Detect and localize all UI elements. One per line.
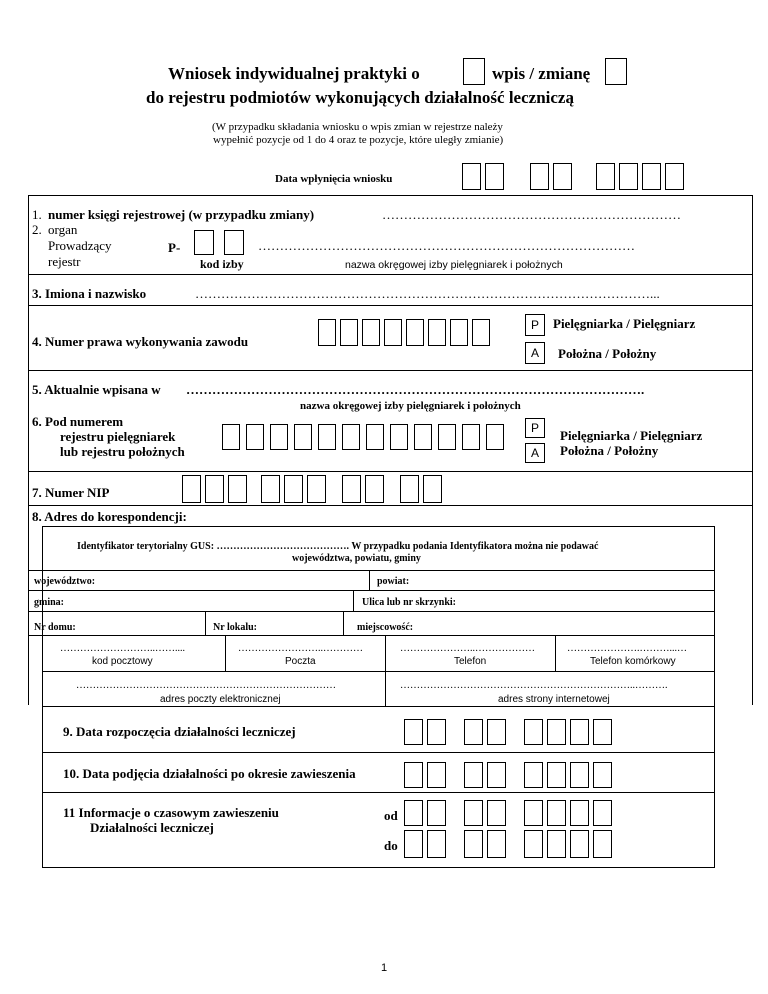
addr-frame-right: [714, 526, 715, 706]
pwz-box-2[interactable]: [340, 319, 358, 346]
s11-od-box-1[interactable]: [404, 800, 423, 826]
pwz-box-1[interactable]: [318, 319, 336, 346]
s9-box-1[interactable]: [404, 719, 423, 745]
receipt-box-4[interactable]: [553, 163, 572, 190]
s4-a-box[interactable]: [525, 342, 545, 364]
miejscowosc-field[interactable]: miejscowość:: [357, 622, 414, 633]
s6-a-text: Położna / Położny: [560, 443, 659, 458]
wojewodztwo-field[interactable]: województwo:: [34, 576, 96, 587]
s2-dots[interactable]: ……………………………………………………………………………: [258, 238, 635, 253]
s11-do: do: [384, 838, 398, 853]
addr-row3-sep2: [343, 611, 344, 635]
s11-do-box-7[interactable]: [570, 830, 589, 858]
pwz-box-6[interactable]: [428, 319, 446, 346]
divider-10: [42, 792, 715, 793]
addr-row4-top: [28, 635, 715, 636]
s9-box-7[interactable]: [570, 719, 589, 745]
reg-box-5[interactable]: [318, 424, 336, 450]
reg-box-4[interactable]: [294, 424, 312, 450]
s10-box-4[interactable]: [487, 762, 506, 788]
s4-a-letter: A: [530, 346, 539, 360]
s11-do-box-8[interactable]: [593, 830, 612, 858]
s11-do-box-3[interactable]: [464, 830, 483, 858]
s6-p-box[interactable]: [525, 418, 545, 438]
reg-box-2[interactable]: [246, 424, 264, 450]
note-line1: (W przypadku składania wniosku o wpis zmian w rejestrze należy: [212, 121, 503, 133]
powiat-field[interactable]: powiat:: [377, 576, 410, 587]
poczta-caption: Poczta: [285, 656, 316, 667]
wpis-checkbox[interactable]: [463, 58, 485, 85]
www-dots[interactable]: ……………………………………………………………..……….: [400, 680, 668, 691]
addr-row5-sep: [385, 671, 386, 706]
nip-box-4[interactable]: [261, 475, 280, 503]
gus-line1[interactable]: Identyfikator terytorialny GUS: …………………………………. W przypadku podania Identyfikatora można nie podawać: [77, 541, 599, 552]
s11-line2: Działalności leczniczej: [90, 820, 214, 835]
telefon-dots[interactable]: …………………..………………: [400, 643, 535, 654]
s6-line2: rejestru pielęgniarek: [60, 429, 176, 444]
www-caption: adres strony internetowej: [498, 694, 610, 705]
gus-line2: województwa, powiatu, gminy: [292, 553, 421, 564]
reg-box-11[interactable]: [462, 424, 480, 450]
s10-label: 10. Data podjęcia działalności po okresie zawieszenia: [63, 766, 356, 781]
lower-frame-top: [42, 706, 715, 707]
gmina-field[interactable]: gmina:: [34, 597, 64, 608]
divider-3: [28, 305, 753, 306]
telefon-caption: Telefon: [454, 656, 487, 667]
reg-box-9[interactable]: [414, 424, 432, 450]
s10-box-5[interactable]: [524, 762, 543, 788]
s2-organ: organ: [48, 222, 78, 237]
zmiana-checkbox[interactable]: [605, 58, 627, 85]
s11-do-box-6[interactable]: [547, 830, 566, 858]
lower-frame-left: [42, 706, 43, 868]
s6-a-box[interactable]: [525, 443, 545, 463]
divider-7: [28, 505, 753, 506]
s6-line1: 6. Pod numerem: [32, 414, 124, 429]
s11-od-box-2[interactable]: [427, 800, 446, 826]
komorka-caption: Telefon komórkowy: [590, 656, 676, 667]
s4-a-text: Położna / Położny: [558, 346, 657, 361]
divider-2: [28, 274, 753, 275]
s4-p-box[interactable]: [525, 314, 545, 336]
s2-kod-izby: kod izby: [200, 257, 244, 271]
s11-line1: 11 Informacje o czasowym zawieszeniu: [63, 805, 279, 820]
addr-row2-sep: [353, 590, 354, 611]
pwz-box-5[interactable]: [406, 319, 424, 346]
s11-do-box-2[interactable]: [427, 830, 446, 858]
s5-dots[interactable]: …………………………………………………………………………………………….: [186, 382, 645, 397]
page-number: 1: [381, 962, 388, 974]
reg-box-12[interactable]: [486, 424, 504, 450]
komorka-dots[interactable]: ………………….………...…: [567, 643, 687, 654]
note-line2: wypełnić pozycje od 1 do 4 oraz te pozycje, które uległy zmianie): [213, 134, 504, 146]
nip-box-6[interactable]: [307, 475, 326, 503]
reg-box-8[interactable]: [390, 424, 408, 450]
title-part1: Wniosek indywidualnej praktyki o: [168, 64, 420, 83]
pwz-box-7[interactable]: [450, 319, 468, 346]
addr-row4-sep2: [385, 635, 386, 671]
email-dots[interactable]: ……………………………………………………………………: [76, 680, 336, 691]
s3-label: 3. Imiona i nazwisko: [32, 286, 147, 301]
addr-row3-top: [28, 611, 715, 612]
s10-box-6[interactable]: [547, 762, 566, 788]
title-line2: do rejestru podmiotów wykonujących działalność leczniczą: [146, 88, 574, 107]
s11-od-box-4[interactable]: [487, 800, 506, 826]
s11-do-box-1[interactable]: [404, 830, 423, 858]
kod-izby-box-1[interactable]: [194, 230, 214, 255]
s2-prowadzacy: Prowadzący: [48, 238, 112, 253]
s11-od-box-8[interactable]: [593, 800, 612, 826]
receipt-box-1[interactable]: [462, 163, 481, 190]
lower-frame-bottom: [42, 867, 715, 868]
nip-box-7[interactable]: [342, 475, 361, 503]
nr-lokalu-field[interactable]: Nr lokalu:: [213, 622, 257, 633]
s4-p-text: Pielęgniarka / Pielęgniarz: [553, 316, 696, 331]
email-caption: adres poczty elektronicznej: [160, 694, 281, 705]
kod-pocztowy-dots[interactable]: ………………………..……....: [60, 643, 185, 654]
poczta-dots[interactable]: ……………………..…………: [238, 643, 363, 654]
divider-6: [28, 471, 753, 472]
form-title: [168, 64, 420, 84]
s2-prefix: P-: [168, 240, 181, 255]
divider-9: [42, 752, 715, 753]
pwz-box-3[interactable]: [362, 319, 380, 346]
nip-box-10[interactable]: [423, 475, 442, 503]
s4-label: 4. Numer prawa wykonywania zawodu: [32, 334, 249, 349]
reg-box-3[interactable]: [270, 424, 288, 450]
s5-caption: nazwa okręgowej izby pielęgniarek i położnych: [300, 400, 521, 412]
receipt-box-8[interactable]: [665, 163, 684, 190]
s11-od: od: [384, 808, 398, 823]
addr-row5-top: [42, 671, 715, 672]
s9-box-4[interactable]: [487, 719, 506, 745]
s10-box-2[interactable]: [427, 762, 446, 788]
s1-label: numer księgi rejestrowej (w przypadku zmiany): [48, 207, 315, 222]
s1-num: 1.: [32, 207, 42, 222]
addr-row4-sep1: [225, 635, 226, 671]
s1-dots[interactable]: ……………………………………………………………: [382, 207, 681, 222]
s2-rejestr: rejestr: [48, 254, 81, 269]
receipt-box-3[interactable]: [530, 163, 549, 190]
s11-od-box-5[interactable]: [524, 800, 543, 826]
addr-frame-left: [42, 526, 43, 706]
receipt-box-5[interactable]: [596, 163, 615, 190]
addr-frame-top: [42, 526, 715, 527]
nip-box-8[interactable]: [365, 475, 384, 503]
ulica-field[interactable]: Ulica lub nr skrzynki:: [362, 597, 456, 608]
receipt-box-7[interactable]: [642, 163, 661, 190]
s7-label: 7. Numer NIP: [32, 485, 110, 500]
s6-line3: lub rejestru położnych: [60, 444, 185, 459]
s9-box-6[interactable]: [547, 719, 566, 745]
nip-box-5[interactable]: [284, 475, 303, 503]
receipt-box-2[interactable]: [485, 163, 504, 190]
pwz-box-4[interactable]: [384, 319, 402, 346]
s9-label: 9. Data rozpoczęcia działalności leczniczej: [63, 724, 296, 739]
s10-box-7[interactable]: [570, 762, 589, 788]
s10-box-1[interactable]: [404, 762, 423, 788]
s10-box-3[interactable]: [464, 762, 483, 788]
nr-domu-field[interactable]: Nr domu:: [34, 622, 76, 633]
pwz-box-8[interactable]: [472, 319, 490, 346]
s4-p-letter: P: [530, 318, 539, 332]
addr-row2-top: [28, 590, 715, 591]
reg-box-7[interactable]: [366, 424, 384, 450]
s11-od-box-3[interactable]: [464, 800, 483, 826]
frame-top: [28, 195, 753, 196]
reg-box-10[interactable]: [438, 424, 456, 450]
s6-p-text: Pielęgniarka / Pielęgniarz: [560, 428, 703, 443]
s11-do-box-5[interactable]: [524, 830, 543, 858]
s9-box-5[interactable]: [524, 719, 543, 745]
addr-row1-sep: [369, 570, 370, 590]
kod-pocztowy-caption: kod pocztowy: [92, 656, 153, 667]
reg-box-6[interactable]: [342, 424, 360, 450]
reg-box-1[interactable]: [222, 424, 240, 450]
frame-right: [752, 195, 753, 705]
addr-row3-sep1: [205, 611, 206, 635]
nip-box-1[interactable]: [182, 475, 201, 503]
s11-od-box-6[interactable]: [547, 800, 566, 826]
addr-row1-top: [28, 570, 715, 571]
receipt-box-6[interactable]: [619, 163, 638, 190]
s10-box-8[interactable]: [593, 762, 612, 788]
frame-left: [28, 195, 29, 705]
kod-izby-box-2[interactable]: [224, 230, 244, 255]
s5-label: 5. Aktualnie wpisana w: [32, 382, 161, 397]
s9-box-3[interactable]: [464, 719, 483, 745]
divider-4: [28, 370, 753, 371]
s2-num: 2.: [32, 222, 42, 237]
lower-frame-right: [714, 706, 715, 868]
s9-box-2[interactable]: [427, 719, 446, 745]
receipt-date-label: Data wpłynięcia wniosku: [275, 173, 393, 185]
s8-label: 8. Adres do korespondencji:: [32, 509, 187, 524]
nip-box-9[interactable]: [400, 475, 419, 503]
s2-caption: nazwa okręgowej izby pielęgniarek i położnych: [345, 259, 563, 271]
s11-do-box-4[interactable]: [487, 830, 506, 858]
nip-box-2[interactable]: [205, 475, 224, 503]
s11-od-box-7[interactable]: [570, 800, 589, 826]
title-part2: wpis / zmianę: [492, 64, 591, 83]
addr-row4-sep3: [555, 635, 556, 671]
s9-box-8[interactable]: [593, 719, 612, 745]
s6-a-letter: A: [530, 446, 539, 460]
nip-box-3[interactable]: [228, 475, 247, 503]
s6-p-letter: P: [530, 421, 539, 435]
s3-dots[interactable]: ……………………………………………………………………………………………...: [195, 286, 660, 301]
